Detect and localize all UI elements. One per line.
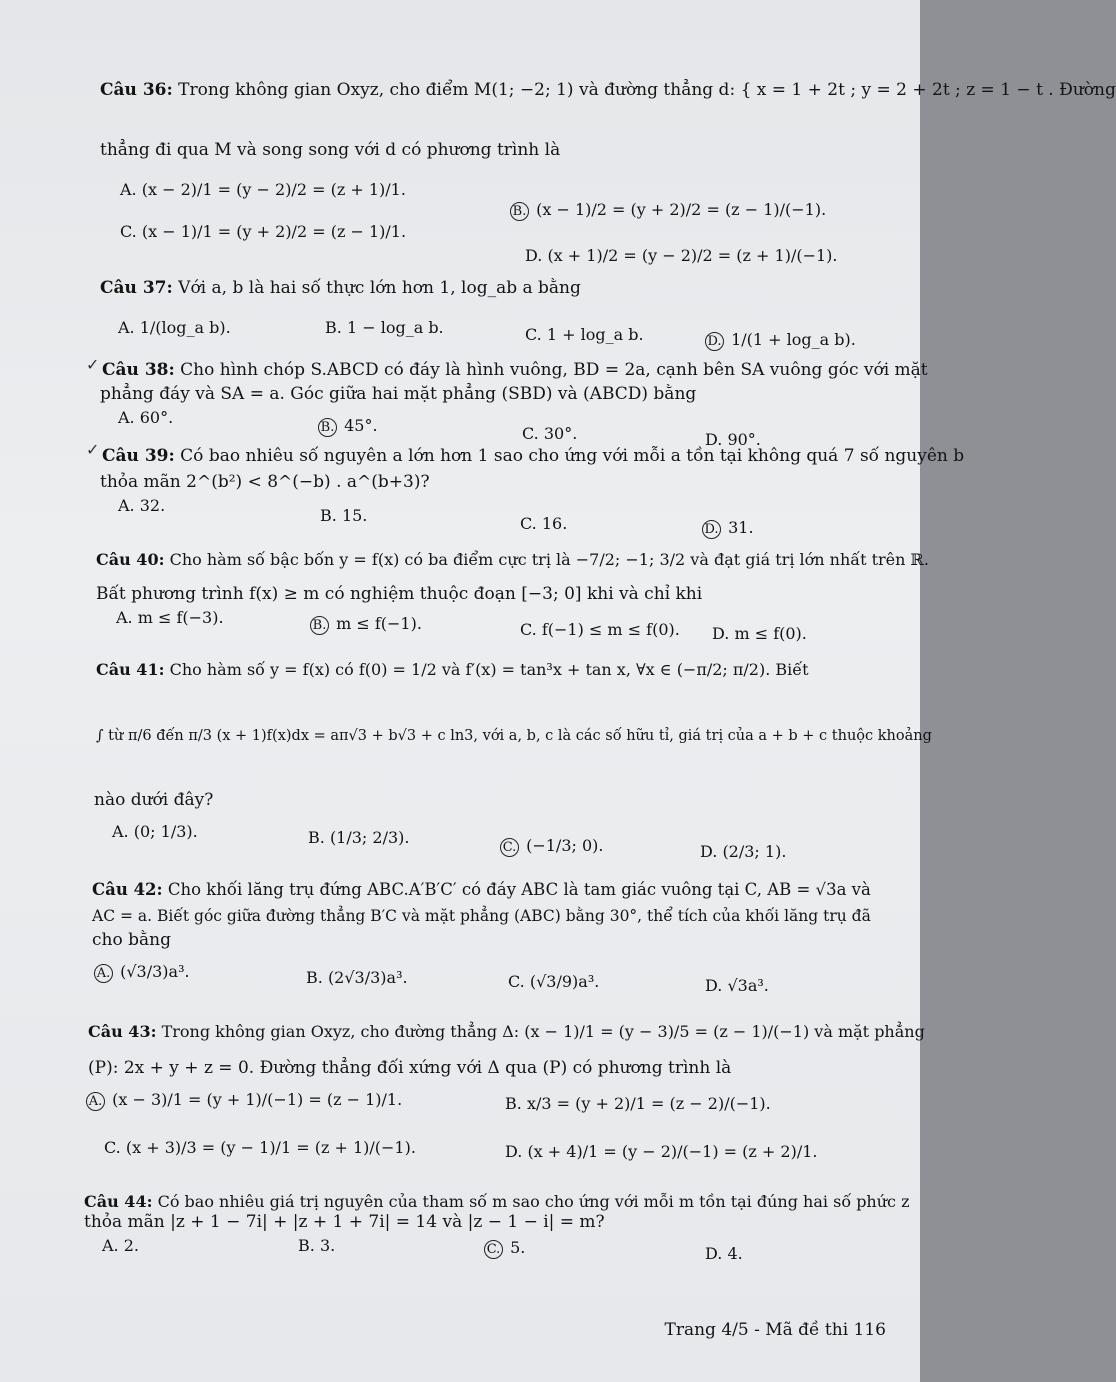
q42-line-1: Câu 42: Cho khối lăng trụ đứng ABC.A′B′C′ có đáy ABC là tam giác vuông tại C, AB = √3a và: [92, 880, 871, 899]
answer-circle: B.: [318, 418, 337, 437]
q37-option-d: D. 1/(1 + log_a b).: [705, 330, 856, 351]
q38-option-a: A. 60°.: [118, 408, 174, 427]
answer-circle: A.: [94, 964, 113, 983]
q43-line-1: Câu 43: Trong không gian Oxyz, cho đường thẳng Δ: (x − 1)/1 = (y − 3)/5 = (z − 1)/(−1) và mặt phẳng: [88, 1022, 925, 1041]
q38-line-1: Câu 38: Cho hình chóp S.ABCD có đáy là hình vuông, BD = 2a, cạnh bên SA vuông góc với mặt: [102, 360, 928, 380]
q37-label: Câu 37:: [100, 278, 173, 298]
q40-line-2: Bất phương trình f(x) ≥ m có nghiệm thuộc đoạn [−3; 0] khi và chỉ khi: [96, 584, 703, 604]
q39-option-a: A. 32.: [118, 496, 166, 515]
q37-line-1: Câu 37: Với a, b là hai số thực lớn hơn 1, log_ab a bằng: [100, 278, 581, 298]
q38-line-2: phẳng đáy và SA = a. Góc giữa hai mặt phẳng (SBD) và (ABCD) bằng: [100, 384, 697, 404]
q43-option-a: A. (x − 3)/1 = (y + 1)/(−1) = (z − 1)/1.: [86, 1090, 402, 1111]
answer-circle: C.: [484, 1240, 503, 1259]
q39-line-2: thỏa mãn 2^(b²) < 8^(−b) . a^(b+3)?: [100, 472, 430, 492]
q39-option-d: D. 31.: [702, 518, 754, 539]
q42-option-a: A. (√3/3)a³.: [94, 962, 190, 983]
check-mark-icon: ✓: [86, 355, 100, 374]
q42-option-b: B. (2√3/3)a³.: [306, 968, 408, 987]
q43-label: Câu 43:: [88, 1022, 157, 1041]
q36-label: Câu 36:: [100, 80, 173, 100]
q37-option-c: C. 1 + log_a b.: [525, 325, 644, 344]
q38-option-b: B. 45°.: [318, 416, 378, 437]
q42-line-2: AC = a. Biết góc giữa đường thẳng B′C và mặt phẳng (ABC) bằng 30°, thể tích của khối lăng trụ đã: [92, 907, 871, 925]
q40-label: Câu 40:: [96, 550, 165, 569]
q39-option-b: B. 15.: [320, 506, 368, 525]
q39-line-1: Câu 39: Có bao nhiêu số nguyên a lớn hơn 1 sao cho ứng với mỗi a tồn tại không quá 7 số nguyên b: [102, 446, 965, 466]
q36-option-b: B. (x − 1)/2 = (y + 2)/2 = (z − 1)/(−1).: [510, 200, 826, 221]
q43-line-2: (P): 2x + y + z = 0. Đường thẳng đối xứng với Δ qua (P) có phương trình là: [88, 1058, 732, 1078]
q44-label: Câu 44:: [84, 1192, 153, 1211]
q44-option-b: B. 3.: [298, 1236, 336, 1255]
answer-circle: A.: [86, 1092, 105, 1111]
page-footer: Trang 4/5 - Mã đề thi 116: [664, 1320, 886, 1340]
q41-label: Câu 41:: [96, 660, 165, 679]
q40-option-a: A. m ≤ f(−3).: [116, 608, 224, 627]
q44-option-a: A. 2.: [102, 1236, 139, 1255]
q36-option-a: A. (x − 2)/1 = (y − 2)/2 = (z + 1)/1.: [120, 180, 406, 199]
q43-option-d: D. (x + 4)/1 = (y − 2)/(−1) = (z + 2)/1.: [505, 1142, 818, 1161]
q37-option-b: B. 1 − log_a b.: [325, 318, 444, 337]
q41-option-d: D. (2/3; 1).: [700, 842, 787, 861]
check-mark-icon: ✓: [86, 440, 100, 459]
q38-option-d: D. 90°.: [705, 430, 761, 449]
q42-option-c: C. (√3/9)a³.: [508, 972, 600, 991]
q44-option-d: D. 4.: [705, 1244, 743, 1263]
q42-label: Câu 42:: [92, 880, 163, 899]
q41-line-3: nào dưới đây?: [94, 790, 214, 810]
answer-circle: B.: [510, 202, 529, 221]
q43-option-c: C. (x + 3)/3 = (y − 1)/1 = (z + 1)/(−1).: [104, 1138, 416, 1157]
q41-line-1: Câu 41: Cho hàm số y = f(x) có f(0) = 1/2 và f′(x) = tan³x + tan x, ∀x ∈ (−π/2; π/2). Biết: [96, 660, 809, 679]
q39-option-c: C. 16.: [520, 514, 568, 533]
q40-option-b: B. m ≤ f(−1).: [310, 614, 422, 635]
q43-option-b: B. x/3 = (y + 2)/1 = (z − 2)/(−1).: [505, 1094, 771, 1113]
q36-option-c: C. (x − 1)/1 = (y + 2)/2 = (z − 1)/1.: [120, 222, 407, 241]
q41-option-b: B. (1/3; 2/3).: [308, 828, 410, 847]
answer-circle: B.: [310, 616, 329, 635]
answer-circle: C.: [500, 838, 519, 857]
q42-line-3: cho bằng: [92, 930, 171, 950]
q36-option-d: D. (x + 1)/2 = (y − 2)/2 = (z + 1)/(−1).: [525, 246, 838, 265]
q37-option-a: A. 1/(log_a b).: [118, 318, 231, 337]
q36-line-2: thẳng đi qua M và song song với d có phương trình là: [100, 140, 561, 160]
q40-option-c: C. f(−1) ≤ m ≤ f(0).: [520, 620, 680, 639]
q39-label: Câu 39:: [102, 446, 175, 466]
q44-option-c: C. 5.: [484, 1238, 525, 1259]
q44-line-2: thỏa mãn |z + 1 − 7i| + |z + 1 + 7i| = 14 và |z − 1 − i| = m?: [84, 1212, 605, 1232]
q40-line-1: Câu 40: Cho hàm số bậc bốn y = f(x) có ba điểm cực trị là −7/2; −1; 3/2 và đạt giá trị lớn nhất trên ℝ.: [96, 550, 929, 569]
q36-line-1: Câu 36: Trong không gian Oxyz, cho điểm M(1; −2; 1) và đường thẳng d: { x = 1 + 2t ; y = 2 + 2t ; z = 1 − t . Đường: [100, 80, 1116, 100]
q41-option-c: C. (−1/3; 0).: [500, 836, 603, 857]
q41-option-a: A. (0; 1/3).: [112, 822, 198, 841]
answer-circle: D.: [705, 332, 724, 351]
answer-circle: D.: [702, 520, 721, 539]
q41-line-2: ∫ từ π/6 đến π/3 (x + 1)f(x)dx = aπ√3 + b√3 + c ln3, với a, b, c là các số hữu tỉ, giá trị của a + b + c thuộc khoảng: [96, 728, 932, 744]
q40-option-d: D. m ≤ f(0).: [712, 624, 807, 643]
q42-option-d: D. √3a³.: [705, 976, 769, 995]
q44-line-1: Câu 44: Có bao nhiêu giá trị nguyên của tham số m sao cho ứng với mỗi m tồn tại đúng hai số phức z: [84, 1192, 910, 1211]
q38-label: Câu 38:: [102, 360, 175, 380]
q38-option-c: C. 30°.: [522, 424, 578, 443]
